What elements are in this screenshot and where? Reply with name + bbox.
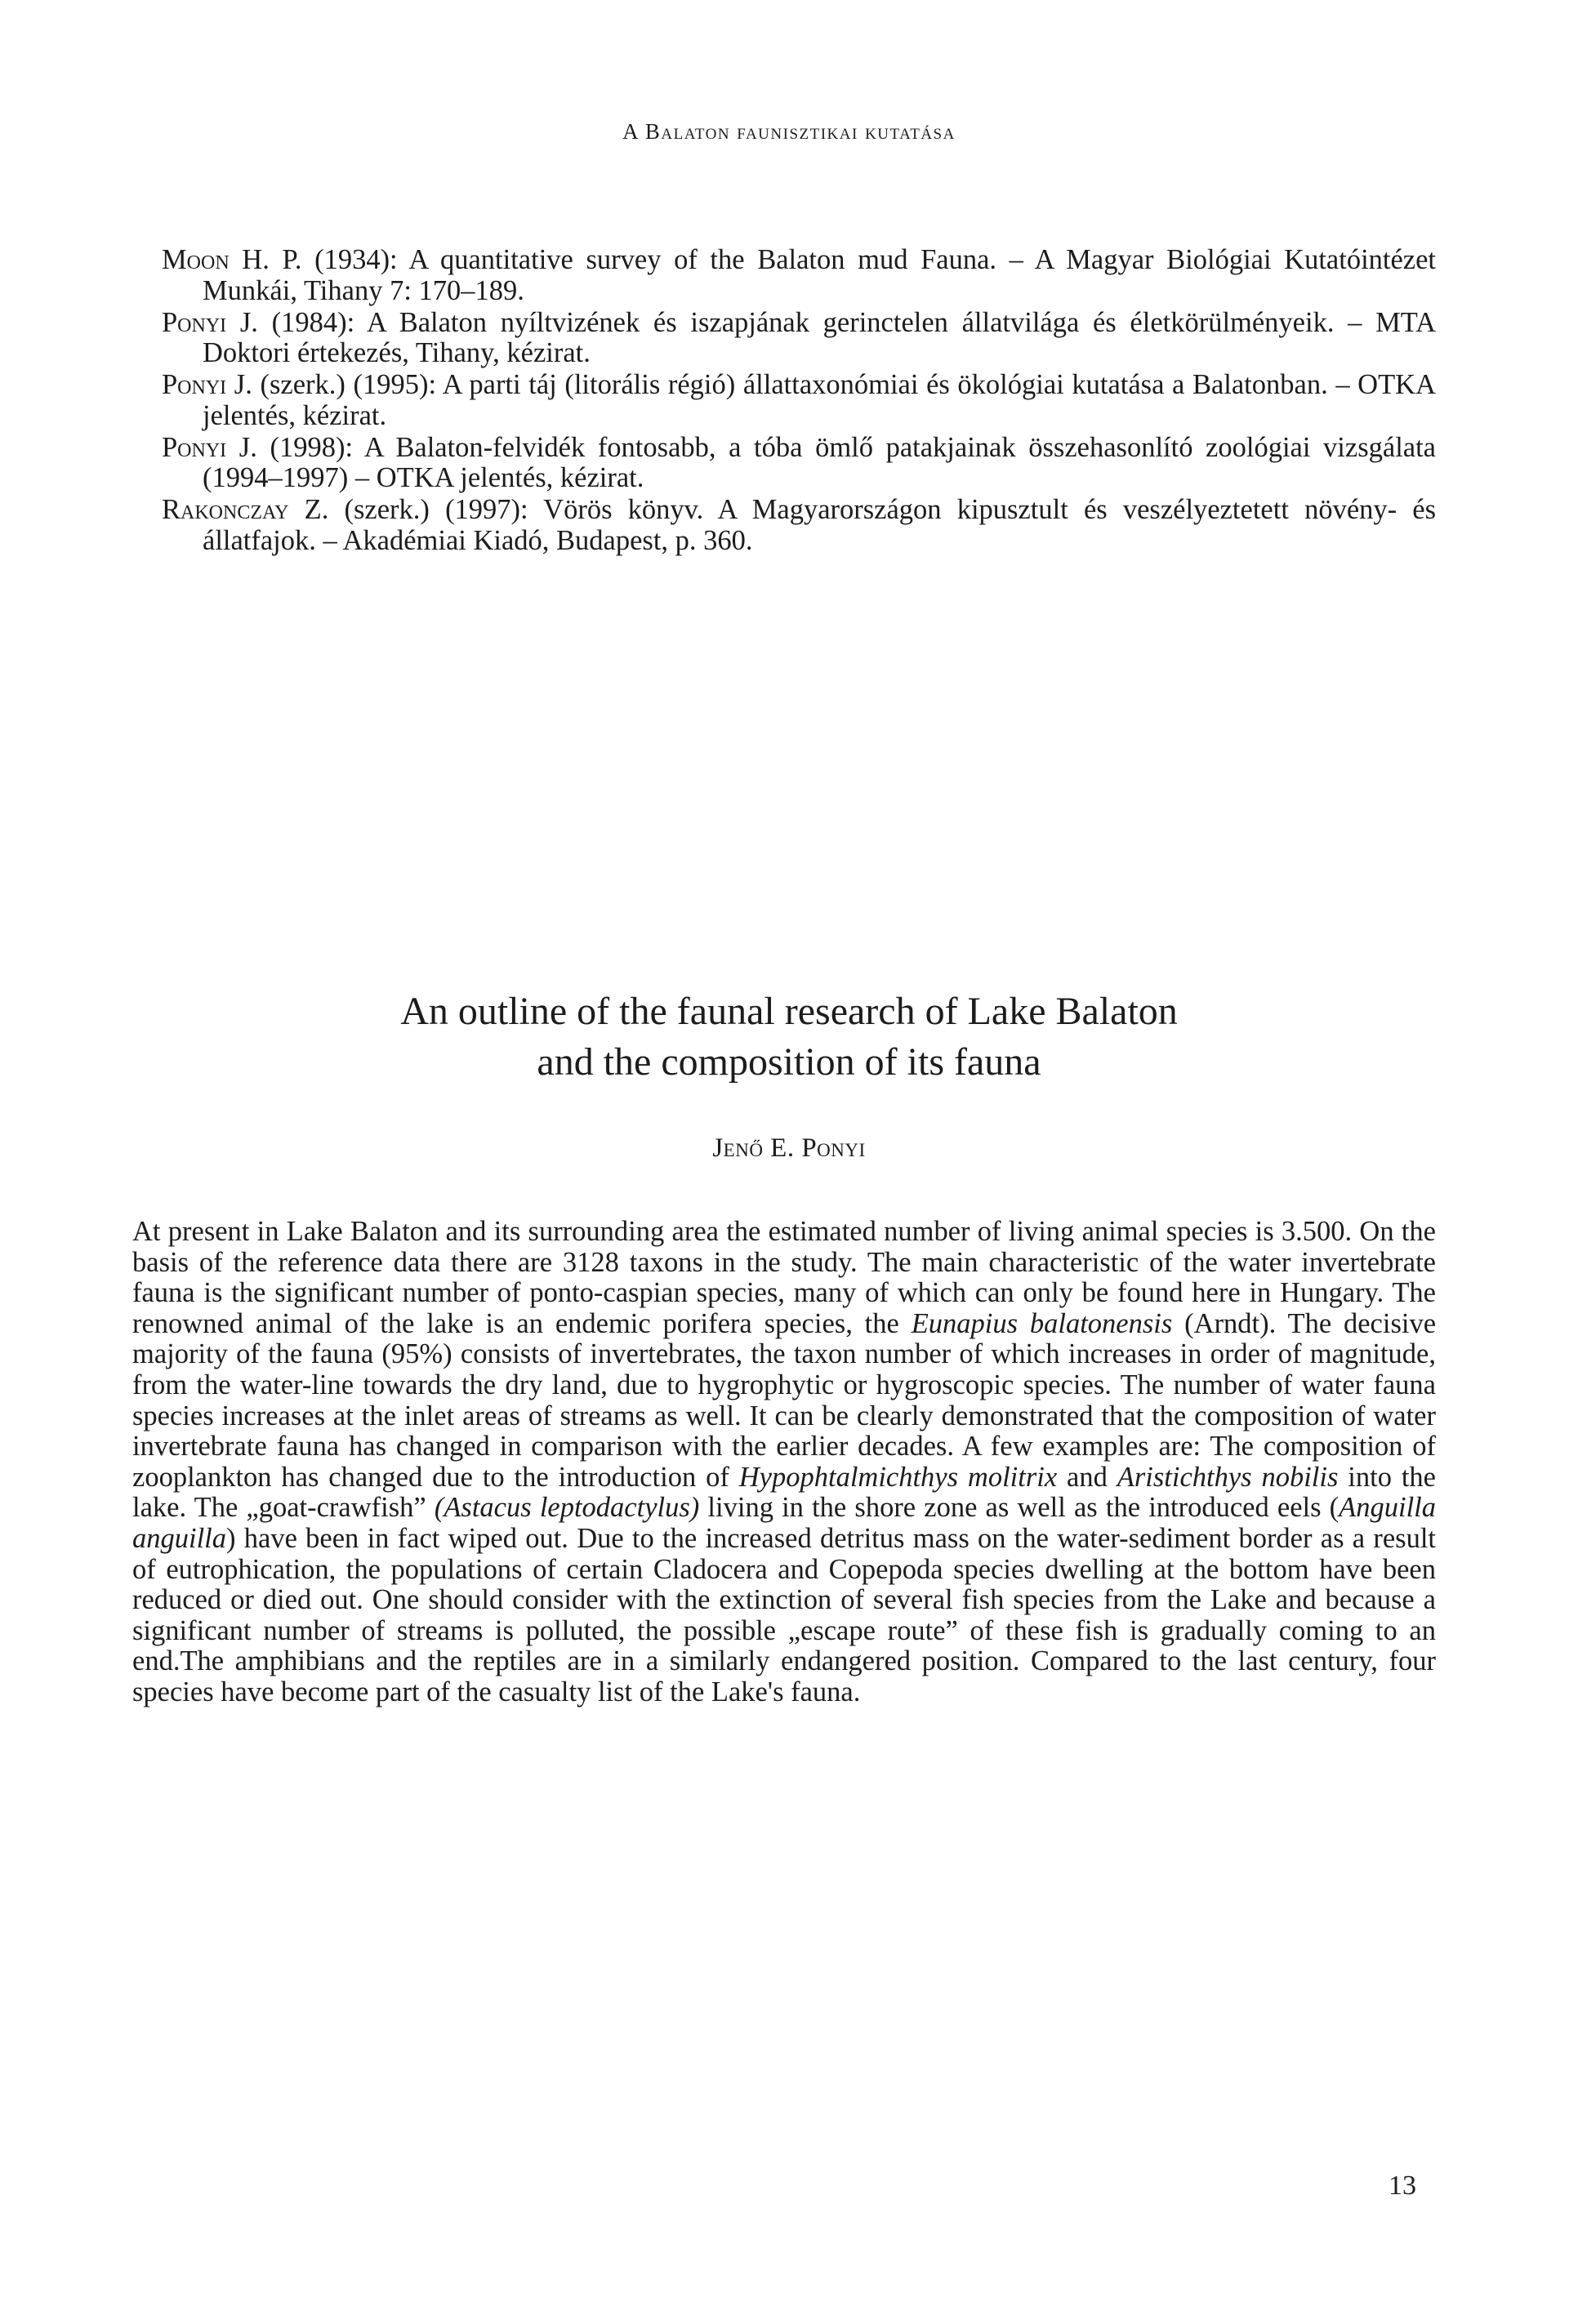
reference-text: (1998): A Balaton-felvidék fontosabb, a tóba ömlő patakjainak összehasonlító zoológiai vizsgálata (1994–1997) – OTKA jelentés, kézirat. bbox=[203, 431, 1436, 493]
reference-text: (1934): A quantitative survey of the Balaton mud Fauna. – A Magyar Biológiai Kutatóintézet Munkái, Tihany 7: 170–189. bbox=[203, 244, 1437, 306]
running-header: A Balaton faunisztikai kutatása bbox=[622, 119, 956, 144]
reference-author: Ponyi J. bbox=[162, 431, 257, 463]
article-title-line-2: and the composition of its fauna bbox=[537, 1040, 1041, 1084]
species-name: Anguilla anguilla bbox=[132, 1492, 1437, 1554]
reference-entry bbox=[162, 308, 1436, 369]
species-name: Eunapius balatonensis bbox=[911, 1307, 1173, 1339]
page-number: 13 bbox=[1389, 2170, 1416, 2201]
abstract-text: At present in Lake Balaton and its surrounding area the estimated number of living animal species is 3.500. On the basis of the reference data there are 3128 taxons in the study. The main characteristic of the water invertebrate fauna is the significant number of ponto-caspian species, many of which can only be found here in Hungary. The renowned animal of the lake is an endemic porifera species, the bbox=[132, 1216, 1436, 1339]
species-name: Hypophtalmichthys molitrix bbox=[738, 1461, 1058, 1493]
reference-entry bbox=[162, 370, 1436, 431]
reference-entry bbox=[162, 245, 1436, 306]
reference-author: Ponyi J. bbox=[162, 306, 258, 338]
reference-text: (szerk.) (1997): Vörös könyv. A Magyarországon kipusztult és veszélyeztetett növény- és állatfajok. – Akadémiai Kiadó, Budapest, p. 360. bbox=[203, 494, 1437, 556]
abstract-text: and bbox=[1057, 1461, 1117, 1493]
article-title-line-1: An outline of the faunal research of Lake Balaton bbox=[400, 990, 1178, 1033]
reference-author: Moon H. P. bbox=[162, 244, 302, 275]
abstract-paragraph bbox=[132, 1217, 1436, 1708]
reference-text: (1984): A Balaton nyíltvizének és iszapjának gerinctelen állatvilága és életkörülményeik. – MTA Doktori értekezés, Tihany, kézirat. bbox=[203, 306, 1437, 368]
article-title bbox=[0, 986, 1578, 1088]
reference-author: Rakonczay Z. bbox=[162, 494, 329, 525]
abstract-text: ) have been in fact wiped out. Due to the increased detritus mass on the water-sediment border as a result of eutrophication, the populations of certain Cladocera and Copepoda species dwelling at the bottom have been reduced or died out. One should consider with the extinction of several fish species from the Lake and because a significant number of streams is polluted, the possible „escape route” of these fish is gradually coming to an end.The amphibians and the reptiles are in a similarly endangered position. Compared to the last century, four species have become part of the casualty list of the Lake's fauna. bbox=[132, 1522, 1436, 1707]
species-name: (Astacus leptodactylus) bbox=[434, 1492, 700, 1524]
reference-list bbox=[162, 245, 1436, 558]
reference-entry bbox=[162, 495, 1436, 556]
abstract-text: into the lake. The „goat-crawfish” bbox=[132, 1461, 1436, 1524]
article-author: Jenő E. Ponyi bbox=[712, 1133, 866, 1163]
reference-text: (szerk.) (1995): A parti táj (litorális régió) állattaxonómiai és ökológiai kutatása a Balatonban. – OTKA jelentés, kézirat. bbox=[203, 369, 1437, 431]
reference-author: Ponyi J. bbox=[162, 369, 252, 400]
abstract-text: living in the shore zone as well as the introduced eels ( bbox=[699, 1492, 1340, 1524]
abstract-text: (Arndt). The decisive majority of the fauna (95%) consists of invertebrates, the taxon number of which increases in order of magnitude, from the water-line towards the dry land, due to hygrophytic or hygroscopic species. The number of water fauna species increases at the inlet areas of streams as well. It can be clearly demonstrated that the composition of water invertebrate fauna has changed in comparison with the earlier decades. A few examples are: The composition of zooplankton has changed due to the introduction of bbox=[132, 1307, 1437, 1493]
reference-entry bbox=[162, 433, 1436, 494]
species-name: Aristichthys nobilis bbox=[1117, 1461, 1339, 1493]
